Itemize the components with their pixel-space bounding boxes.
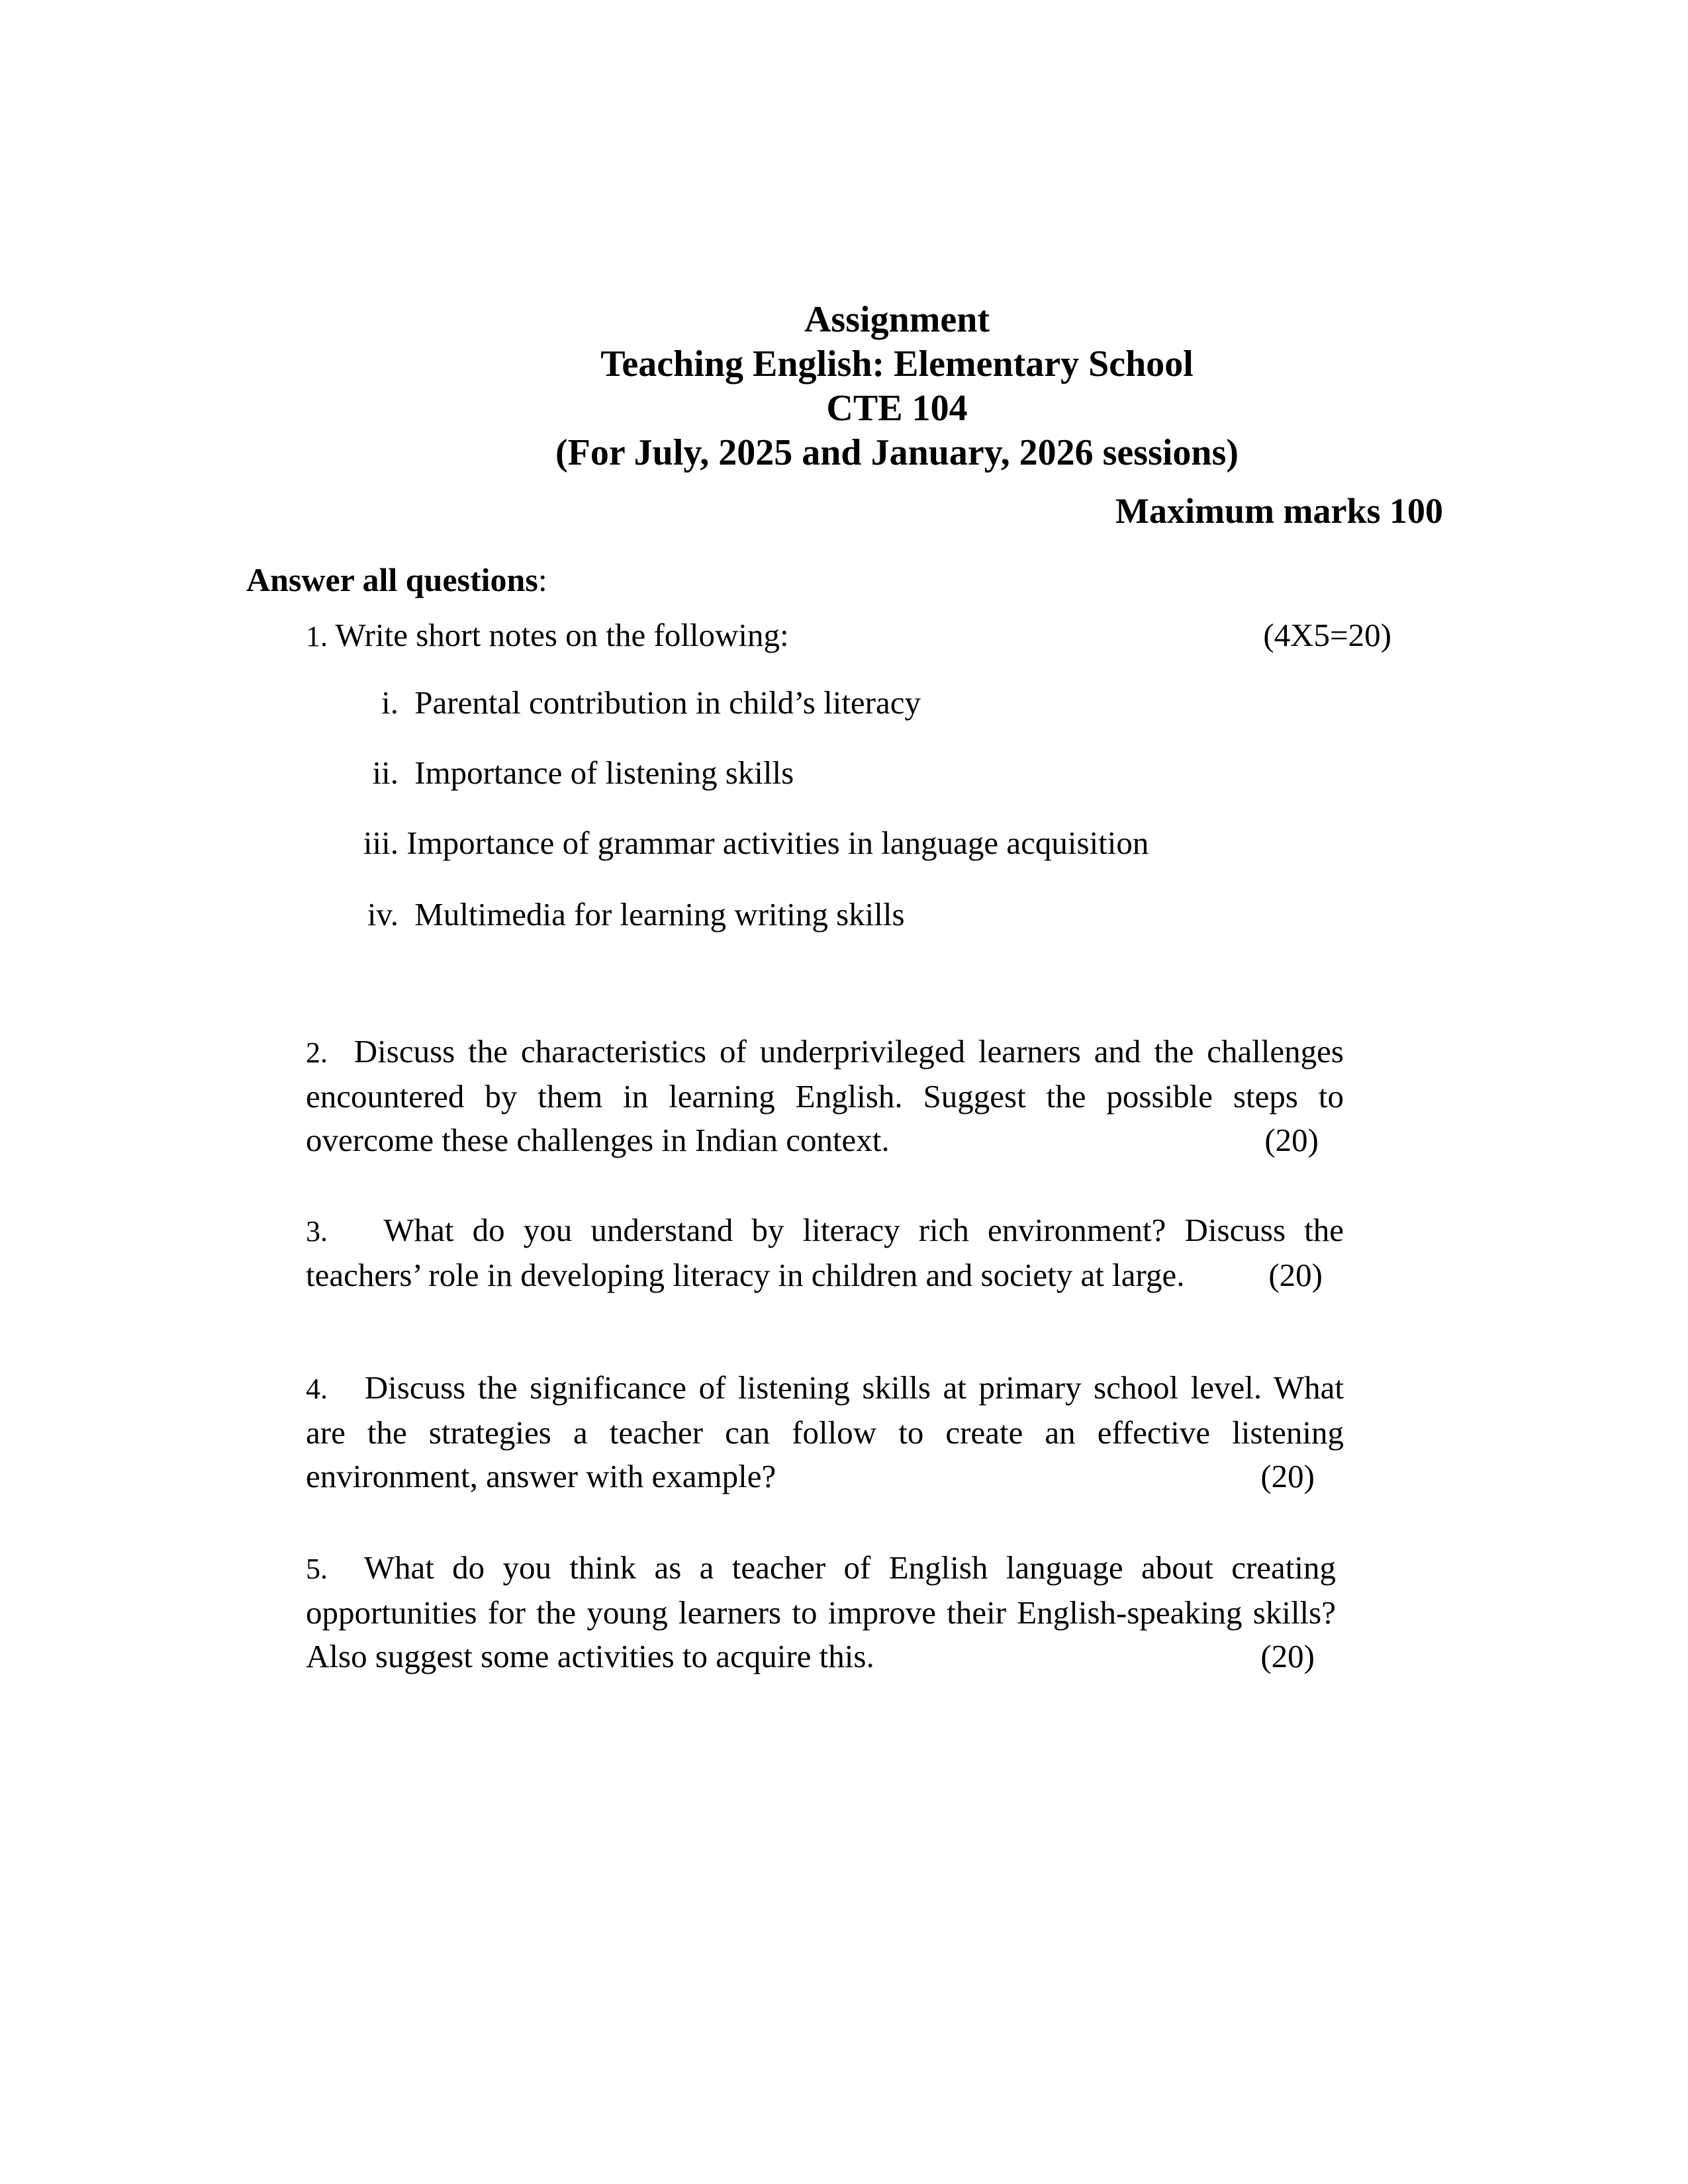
- document-header: [0, 298, 1688, 475]
- question-line: [306, 1030, 1344, 1075]
- question-text: Also suggest some activities to acquire this.: [306, 1638, 874, 1674]
- question-marks: (20): [1264, 1122, 1319, 1158]
- question-2: [306, 1030, 1344, 1162]
- question-marks: (20): [1260, 1458, 1315, 1494]
- question-1: [306, 615, 1391, 657]
- question-line: [306, 1208, 1344, 1253]
- session-info: (For July, 2025 and January, 2026 sessions): [555, 432, 1239, 473]
- question-line: are the strategies a teacher can follow to create an effective listening: [306, 1414, 1344, 1451]
- list-item: [351, 895, 905, 934]
- list-item-number: iii.: [363, 825, 399, 861]
- list-item-text: Importance of grammar activities in language acquisition: [406, 825, 1149, 861]
- list-item-number: ii.: [372, 754, 399, 791]
- question-text: overcome these challenges in Indian context.: [306, 1122, 890, 1158]
- question-number: 1.: [306, 620, 328, 653]
- list-item: [351, 683, 921, 723]
- question-number: 4.: [306, 1373, 328, 1405]
- question-line: encountered by them in learning English. Suggest the possible steps to: [306, 1078, 1344, 1115]
- question-last-line: [306, 1253, 1323, 1297]
- course-name: Teaching English: Elementary School: [600, 343, 1194, 385]
- instruction-text: Answer all questions: [246, 561, 538, 598]
- question-last-line: [306, 1118, 1319, 1162]
- question-3: [306, 1208, 1344, 1297]
- question-last-line: [306, 1455, 1315, 1498]
- question-text: What do you think as a teacher of English language about creating: [363, 1549, 1336, 1586]
- instruction-colon: :: [538, 561, 547, 598]
- list-item-number: iv.: [367, 896, 399, 933]
- list-item-text: Parental contribution in child’s literacy: [414, 684, 921, 721]
- question-last-line: [306, 1635, 1315, 1678]
- question-number: 3.: [306, 1215, 328, 1248]
- list-item-number: i.: [381, 684, 399, 721]
- question-text: Discuss the significance of listening skills at primary school level. What: [364, 1369, 1344, 1406]
- question-text: Write short notes on the following:: [335, 617, 789, 653]
- question-5: [306, 1546, 1336, 1678]
- maximum-marks: Maximum marks 100: [1115, 491, 1443, 531]
- question-line: opportunities for the young learners to improve their English-speaking skills?: [306, 1594, 1336, 1631]
- question-marks: (20): [1260, 1638, 1315, 1674]
- course-code: CTE 104: [826, 388, 968, 429]
- question-marks: (20): [1268, 1257, 1323, 1293]
- question-line: [306, 1366, 1344, 1411]
- question-number: 5.: [306, 1553, 328, 1585]
- question-text: environment, answer with example?: [306, 1458, 776, 1494]
- question-line: [306, 1546, 1336, 1591]
- list-item-text: Multimedia for learning writing skills: [414, 896, 905, 933]
- list-item-text: Importance of listening skills: [414, 754, 794, 791]
- question-number: 2.: [306, 1036, 328, 1069]
- question-4: [306, 1366, 1344, 1498]
- question-marks: (4X5=20): [1263, 617, 1391, 653]
- list-item: [351, 823, 1149, 863]
- assignment-title: Assignment: [804, 299, 990, 340]
- list-item: [351, 753, 794, 793]
- question-text: teachers’ role in developing literacy in children and society at large.: [306, 1257, 1185, 1293]
- question-text: What do you understand by literacy rich environment? Discuss the: [383, 1212, 1344, 1248]
- instruction: [246, 560, 547, 600]
- question-text: Discuss the characteristics of underprivileged learners and the challenges: [353, 1033, 1344, 1069]
